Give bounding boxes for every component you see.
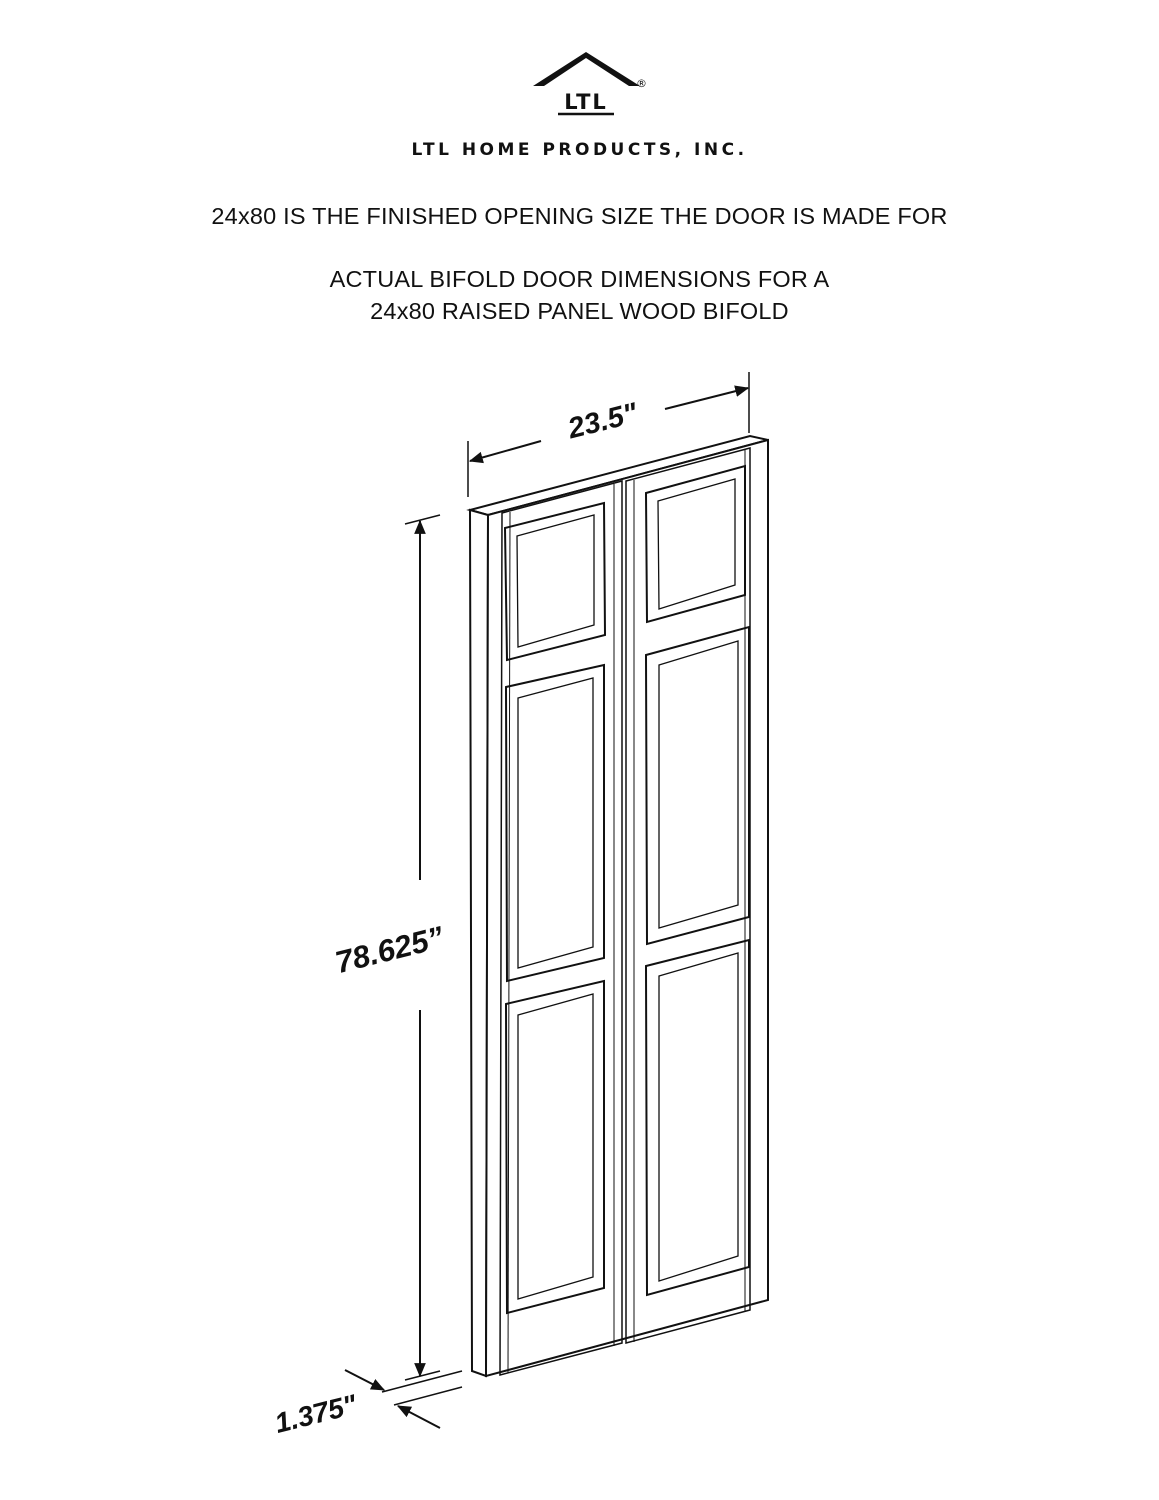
thickness-dimension xyxy=(345,1370,462,1428)
door-outline xyxy=(470,436,768,1376)
thickness-label: 1.375" xyxy=(271,1388,360,1439)
width-label: 23.5" xyxy=(564,397,641,446)
logo-brand-text: LTL xyxy=(564,90,608,114)
opening-size-headline: 24x80 IS THE FINISHED OPENING SIZE THE DOOR IS MADE FOR xyxy=(211,203,948,229)
logo-registered-mark: ® xyxy=(636,77,647,90)
description-line-1: ACTUAL BIFOLD DOOR DIMENSIONS FOR A xyxy=(329,266,830,292)
description-line-2: 24x80 RAISED PANEL WOOD BIFOLD xyxy=(370,298,789,324)
height-label: 78.625” xyxy=(331,919,448,981)
company-name: LTL HOME PRODUCTS, INC. xyxy=(411,140,748,160)
